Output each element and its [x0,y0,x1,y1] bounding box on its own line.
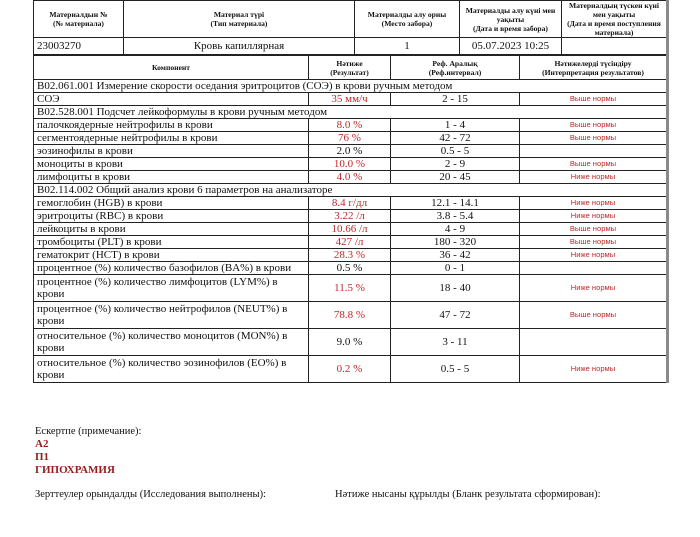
received-datetime [562,38,668,55]
reference-interval: 0 - 1 [391,262,520,275]
table-row [34,275,668,302]
collection-datetime: 05.07.2023 10:25 [460,38,562,55]
note-flag: П1 [35,451,50,463]
interpretation: Выше нормы [520,119,668,132]
component-name: эритроциты (RBC) в крови [34,210,309,223]
table-row [34,302,668,329]
table-row [34,356,668,383]
component-name: эозинофилы в крови [34,145,309,158]
section-title-row [34,80,668,93]
result-value: 28.3 % [309,249,391,262]
table-row [34,262,668,275]
table-row [34,223,668,236]
notes-block [35,425,141,477]
reference-interval: 4 - 9 [391,223,520,236]
interpretation: Ниже нормы [520,356,668,383]
reference-interval: 42 - 72 [391,132,520,145]
interpretation: Выше нормы [520,132,668,145]
reference-interval: 36 - 42 [391,249,520,262]
reference-interval: 1 - 4 [391,119,520,132]
result-value: 0.5 % [309,262,391,275]
interpretation: Выше нормы [520,223,668,236]
result-value: 0.2 % [309,356,391,383]
result-value: 76 % [309,132,391,145]
result-header: Нәтиже (Результат) [309,56,391,80]
table-row [34,145,668,158]
form-created-label: Нәтиже нысаны құрылды (Бланк результата сформирован): [335,489,601,500]
component-name: процентное (%) количество лимфоцитов (LYM%) в крови [34,275,309,302]
note-flag: ГИПОХРАМИЯ [35,464,115,476]
table-row [34,249,668,262]
reference-interval: 20 - 45 [391,171,520,184]
reference-interval: 18 - 40 [391,275,520,302]
interpretation [520,329,668,356]
result-value: 9.0 % [309,329,391,356]
collection-place: 1 [355,38,460,55]
results-header-row [34,56,668,80]
interpretation: Выше нормы [520,158,668,171]
result-value: 10.0 % [309,158,391,171]
interpretation: Ниже нормы [520,171,668,184]
material-number-header: Материалдын № (№ материала) [34,1,124,38]
section-title: B02.061.001 Измерение скорости оседания эритроцитов (СОЭ) в крови ручным методом [34,80,668,93]
collection-datetime-header: Материалды алу күні мен уақыты (Дата и время забора) [460,1,562,38]
interpretation: Выше нормы [520,236,668,249]
collection-place-header: Материалды алу орны (Место забора) [355,1,460,38]
reference-interval: 47 - 72 [391,302,520,329]
section-title-row [34,106,668,119]
table-row [34,329,668,356]
component-name: гемоглобин (HGB) в крови [34,197,309,210]
material-type: Кровь капиллярная [124,38,355,55]
interpretation-header: Нәтижелерді түсіндіру (Интерпретация результатов) [520,56,668,80]
table-row [34,171,668,184]
reference-interval: 3 - 11 [391,329,520,356]
reference-interval: 12.1 - 14.1 [391,197,520,210]
table-row [34,93,668,106]
notes-label: Ескертпе (примечание): [35,426,142,437]
result-value: 427 /л [309,236,391,249]
result-value: 78.8 % [309,302,391,329]
table-row [34,119,668,132]
component-name: тромбоциты (PLT) в крови [34,236,309,249]
material-row [34,38,668,55]
lab-report [33,0,667,383]
result-value: 3.22 /л [309,210,391,223]
component-name: процентное (%) количество базофилов (BA%) в крови [34,262,309,275]
result-value: 2.0 % [309,145,391,158]
table-row [34,236,668,249]
reference-interval: 180 - 320 [391,236,520,249]
received-datetime-header: Материалдың түскен күні мен уақыты (Дата и время поступления материала) [562,1,668,38]
component-name: лимфоциты в крови [34,171,309,184]
component-name: сегментоядерные нейтрофилы в крови [34,132,309,145]
table-row [34,197,668,210]
component-name: лейкоциты в крови [34,223,309,236]
table-row [34,132,668,145]
interpretation: Ниже нормы [520,249,668,262]
results-table [33,55,669,383]
interpretation: Выше нормы [520,93,668,106]
reference-interval: 0.5 - 5 [391,145,520,158]
ref-interval-header: Реф. Аралық (Реф.интервал) [391,56,520,80]
section-title-row [34,184,668,197]
component-name: гематокрит (HCT) в крови [34,249,309,262]
interpretation: Ниже нормы [520,210,668,223]
component-name: СОЭ [34,93,309,106]
interpretation: Ниже нормы [520,275,668,302]
table-row [34,158,668,171]
result-value: 4.0 % [309,171,391,184]
reference-interval: 2 - 9 [391,158,520,171]
note-flag: А2 [35,438,49,450]
reference-interval: 2 - 15 [391,93,520,106]
reference-interval: 3.8 - 5.4 [391,210,520,223]
results-body [34,80,668,383]
component-name: относительное (%) количество моноцитов (MON%) в крови [34,329,309,356]
component-name: процентное (%) количество нейтрофилов (NEUT%) в крови [34,302,309,329]
performed-by-label: Зерттеулер орындалды (Исследования выполнены): [35,489,266,500]
material-number: 23003270 [34,38,124,55]
section-title: B02.114.002 Общий анализ крови 6 параметров на анализаторе [34,184,668,197]
result-value: 11.5 % [309,275,391,302]
result-value: 8.4 г/дл [309,197,391,210]
result-value: 8.0 % [309,119,391,132]
interpretation [520,145,668,158]
component-name: моноциты в крови [34,158,309,171]
reference-interval: 0.5 - 5 [391,356,520,383]
section-title: B02.528.001 Подсчет лейкоформулы в крови ручным методом [34,106,668,119]
interpretation: Выше нормы [520,302,668,329]
material-header-row [34,1,668,38]
interpretation [520,262,668,275]
result-value: 35 мм/ч [309,93,391,106]
component-header: Компонент [34,56,309,80]
component-name: палочкоядерные нейтрофилы в крови [34,119,309,132]
table-row [34,210,668,223]
component-name: относительное (%) количество эозинофилов (EO%) в крови [34,356,309,383]
result-value: 10.66 /л [309,223,391,236]
material-type-header: Материал түрі (Тип материала) [124,1,355,38]
interpretation: Ниже нормы [520,197,668,210]
material-table [33,0,669,55]
